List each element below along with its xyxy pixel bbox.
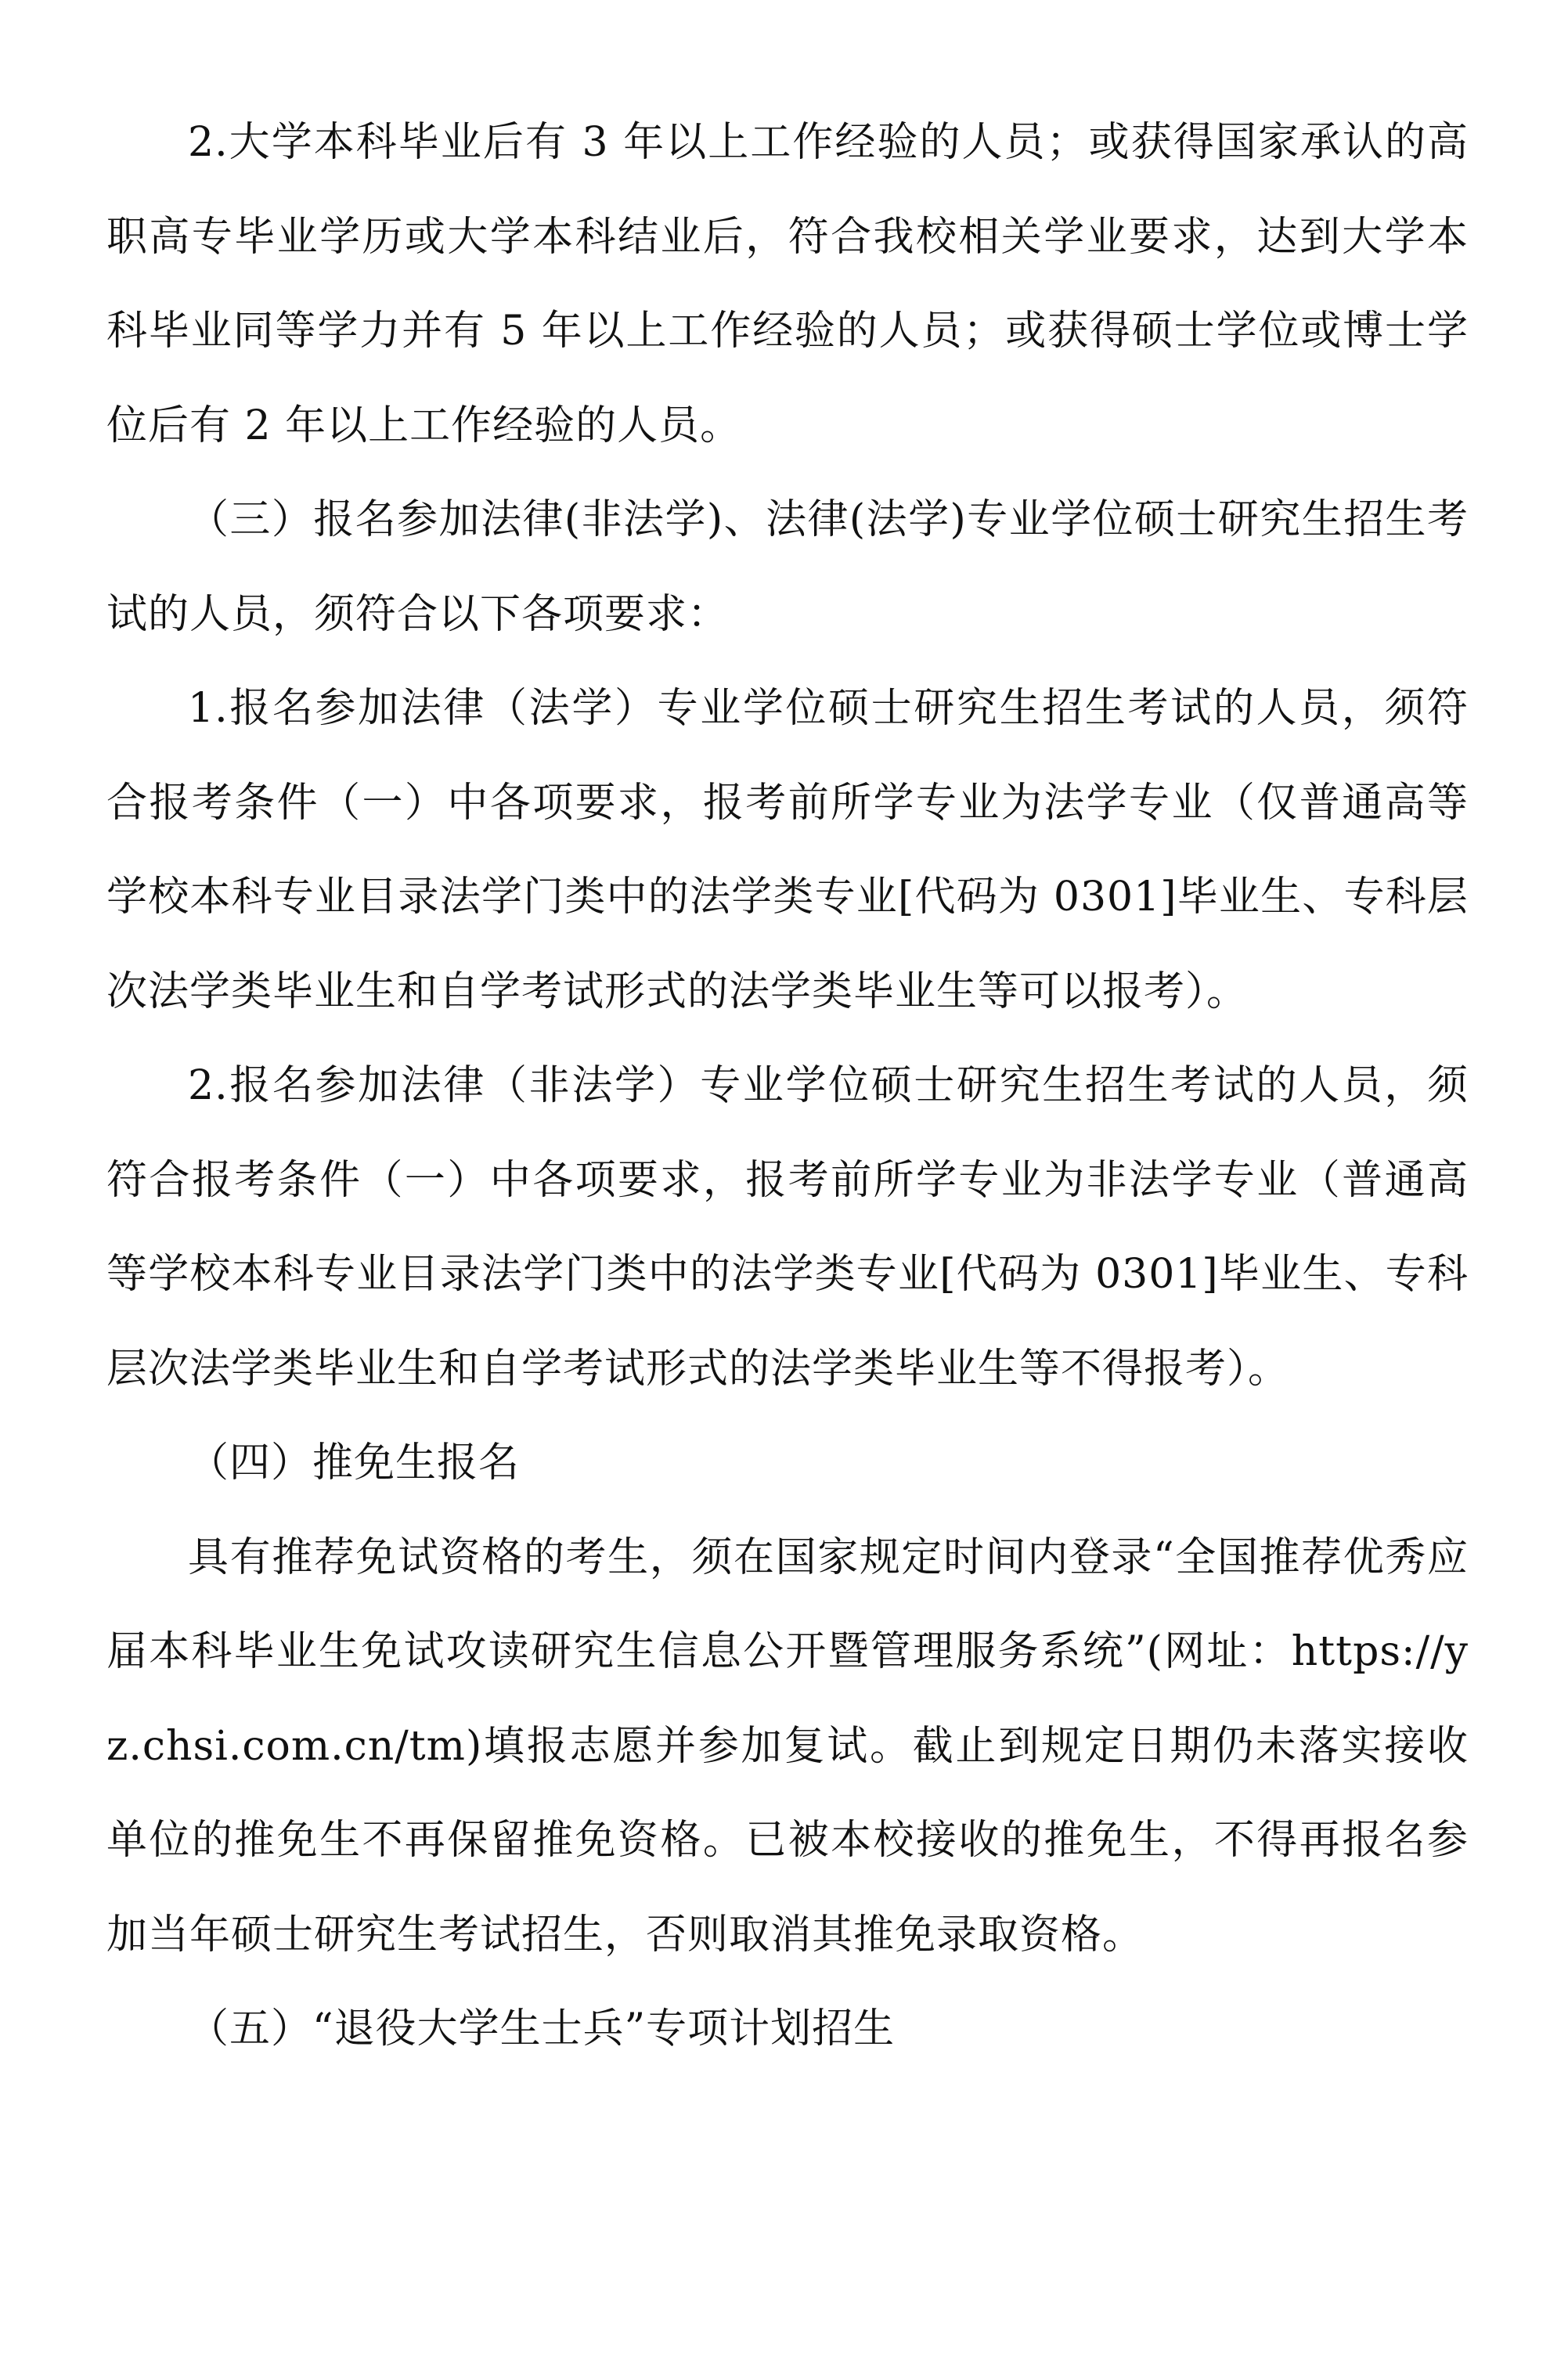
section-heading-recommended: （四）推免生报名	[188, 1440, 521, 1486]
section-heading-law-master: （三）报名参加法律(非法学)、法律(法学)专业学位硕士研究生招生考试的人员，须符合以下各项要求：	[106, 496, 1469, 638]
paragraph-law-non-jm: 2.报名参加法律（非法学）专业学位硕士研究生招生考试的人员，须符合报考条件（一）中各项要求，报考前所学专业为非法学专业（普通高等学校本科专业目录法学门类中的法学类专业[代码为 0301]毕业生、专科层次法学类毕业生和自学考试形式的法学类毕业生等不得报考）。	[106, 1062, 1469, 1393]
paragraph-recommended: 具有推荐免试资格的考生，须在国家规定时间内登录“全国推荐优秀应届本科毕业生免试攻读研究生信息公开暨管理服务系统”(网址：https://yz.chsi.com.cn/tm)填报志愿并参加复试。截止到规定日期仍未落实接收单位的推免生不再保留推免资格。已被本校接收的推免生，不得再报名参加当年硕士研究生考试招生，否则取消其推免录取资格。	[106, 1533, 1469, 1958]
paragraph-law-jm: 1.报名参加法律（法学）专业学位硕士研究生招生考试的人员，须符合报考条件（一）中各项要求，报考前所学专业为法学专业（仅普通高等学校本科专业目录法学门类中的法学类专业[代码为 0301]毕业生、专科层次法学类毕业生和自学考试形式的法学类毕业生等可以报考）。	[106, 685, 1469, 1015]
paragraph-work-experience: 2.大学本科毕业后有 3 年以上工作经验的人员；或获得国家承认的高职高专毕业学历或大学本科结业后，符合我校相关学业要求，达到大学本科毕业同等学力并有 5 年以上工作经验的人员；或获得硕士学位或博士学位后有 2 年以上工作经验的人员。	[106, 119, 1469, 449]
section-heading-veterans: （五）“退役大学生士兵”专项计划招生	[188, 2005, 896, 2052]
body-text	[106, 95, 1469, 2077]
